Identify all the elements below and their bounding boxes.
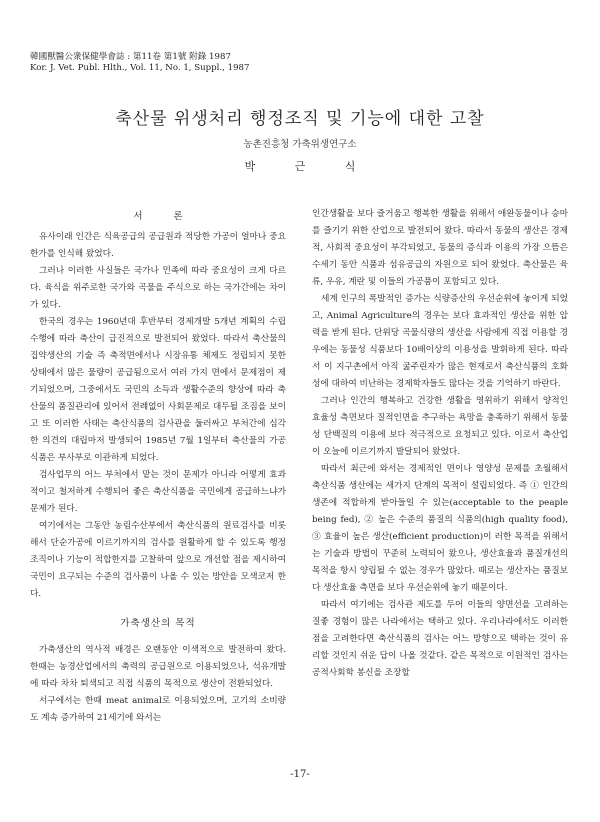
section-heading-introduction: 서 론 [133, 211, 197, 222]
left-column [30, 208, 286, 727]
paragraph: 그러나 인간의 행복하고 건강한 생활을 영위하기 위해서 양적인 효율성 측면보다 질적인면을 추구하는 욕망을 충족하기 위해서 동물성 단백질의 이용에 보다 적극적으로 요청되고 있다. 이로서 축산업이 오늘에 이르기까지 발달되어 왔었다. [312, 396, 568, 457]
author-name: 박 근 식 [244, 160, 374, 173]
journal-header [30, 52, 249, 74]
paper-title: 축산물 위생처리 행정조직 및 기능에 대한 고찰 [115, 109, 485, 129]
paragraph: 세계 인구의 폭발적인 증가는 식량증산의 우선순위에 놓이게 되었고, Animal Agriculture의 경우는 보다 효과적인 생산을 위한 압력을 받게 된다. 단위당 곡물식량의 생산을 사람에게 직접 이용할 경우에는 동물성 식품보다 10배이상의 이용성을 발휘하게 된다. 따라서 이 지구촌에서 아직 굶주린자가 많은 현재로서 축산식품의 호화성에 대하여 비난하는 경제학자들도 많다는 것을 기억하기 바란다. [312, 294, 568, 389]
author-affiliation: 농촌진흥청 가축위생연구소 [243, 139, 357, 150]
journal-citation-korean: 韓國獸醫公衆保健學會誌 : 第11卷 第1號 附錄 1987 [30, 52, 231, 62]
paragraph: 서구에서는 한때 meat animal로 이용되었으며, 고기의 소비량도 계속 증가하여 21세기에 와서는 [30, 696, 286, 723]
paragraph: 한국의 경우는 1960년대 후반부터 경제개발 5개년 계획의 수립수행에 따라 축산이 급진적으로 발전되어 왔었다. 따라서 축산물의 집약생산의 기술 즉 축적면에서나 시장유통 체제도 정립되지 못한 상태에서 많은 물량이 공급됨으로서 여러 가지 면에서 문제점이 제기되었으며, 그중에서도 국민의 소득과 생활수준의 향상에 따라 축산물의 품질관리에 있어서 전례없이 사회문제로 대두될 조짐을 보이고 또 이러한 사태는 축산식품의 검사관을 둘러싸고 부처간에 심각한 의견의 대립마저 발생되어 1985년 7월 1일부터 축산물의 가공식품은 부사부로 이관하게 되었다. [30, 317, 286, 463]
paragraph: 인간생활을 보다 즐거움고 행복한 생활을 위해서 애완동물이나 승마를 즐기기 위한 산업으로 발전되어 왔다. 따라서 동물의 생산은 경제적, 사회적 중요성이 부각되었고, 동물의 증식과 이용의 가장 으뜸은 수세기 동안 식품과 섬유공급의 자원으로 되어 왔었다. 축산물은 육류, 우유, 계란 및 이들의 가공품이 포함되고 있다. [312, 209, 568, 287]
paragraph: 그러나 이러한 사실들은 국가나 민족에 따라 중요성이 크게 다르다. 육식을 위주로한 국가와 곡물을 주식으로 하는 국가간에는 차이가 있다. [30, 266, 286, 310]
paragraph: 가축생산의 역사적 배경은 오랜동안 이색적으로 발전하여 왔다. 한때는 농경산업에서의 축력의 공급원으로 이용되었으나, 석유개발에 따라 차차 퇴색되고 직접 식품의 목적으로 생산이 전환되었다. [30, 645, 286, 689]
paragraph: 여기에서는 그동안 농림수산부에서 축산식품의 원료검사를 비롯해서 단순가공에 이르기까지의 검사를 원활하게 할 수 있도록 행정조직이나 기능이 적합한지를 고찰하여 앞으로 개선할 점을 제시하여 국민이 요구되는 수준의 검사품이 나올 수 있는 방안을 모색코저 한다. [30, 521, 286, 599]
paragraph: 따라서 여기에는 검사관 제도를 두어 이들의 양면선을 고려하는 질좋 경험이 많은 나라에서는 택하고 있다. 우리나라에서도 이러한 점을 고려한다면 축산식품의 검사는 어느 방향으로 택하는 것이 유리할 것인지 쉬운 답이 나올 것같다. 같은 목적으로 이원적인 검사는 공적사회학 봉신을 조장할 [312, 600, 568, 678]
paragraph: 검사업무의 어느 부처에서 맡는 것이 문제가 아니라 어떻게 효과적이고 철저하게 수행되어 좋은 축산식품을 국민에게 공급하느냐가 문제가 된다. [30, 470, 286, 514]
section-heading-purpose: 가축생산의 목적 [120, 618, 196, 629]
paragraph: 따라서 최근에 와서는 경제적인 면이나 영양성 문제를 초월해서 축산식품 생산에는 세가지 단계의 목적이 설립되었다. 즉 ① 인간의 생존에 적합하게 받아들일 수 있는(acceptable to the peaple being fed), ② 높은 수준의 품질의 식품의(high quality food), ③ 효율이 높은 생산(efficient production)이 러한 목적을 위해서는 기술과 방법이 꾸준히 노력되어 왔으나, 생산효율과 품질개선의 목적을 항시 양립될 수 없는 경우가 많았다. 때로는 생산자는 품질보다 생산효율 측면을 보다 우선순위에 놓기 때문이다. [312, 464, 568, 593]
paragraph: 유사이래 인간은 식육공급의 공급원과 적당한 가공이 얼마나 중요한가를 인식해 왔었다. [30, 232, 286, 259]
journal-citation-english: Kor. J. Vet. Publ. Hlth., Vol. 11, No. 1, Suppl., 1987 [30, 63, 250, 73]
page-number: -17- [290, 769, 310, 780]
right-column [312, 206, 568, 682]
